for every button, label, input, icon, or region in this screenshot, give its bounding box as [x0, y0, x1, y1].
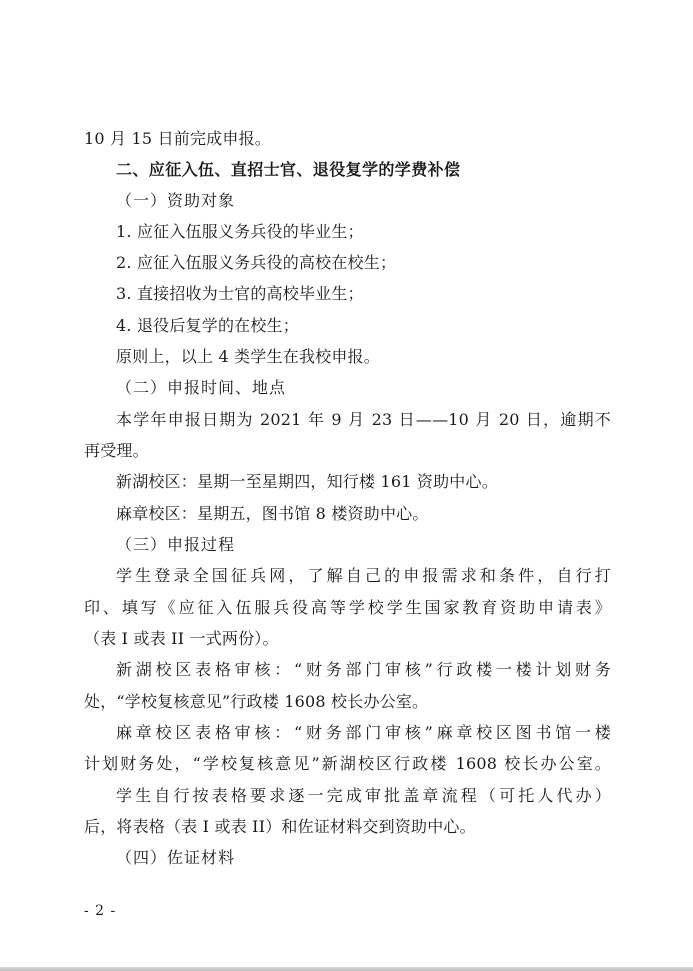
paragraph-line: 计划财务处，“学校复核意见”新湖校区行政楼 1608 校长办公室。 — [84, 754, 611, 773]
subsection-heading: （四）佐证材料 — [116, 848, 236, 867]
paragraph-line: 麻章校区表格审核：“财务部门审核”麻章校区图书馆一楼 — [116, 723, 611, 742]
list-item: 3. 直接招收为士官的高校毕业生； — [116, 284, 364, 303]
paragraph-line: 学生自行按表格要求逐一完成审批盖章流程（可托人代办） — [116, 786, 611, 805]
subsection-heading: （三）申报过程 — [116, 535, 236, 554]
paragraph-line: 后，将表格（表 I 或表 II）和佐证材料交到资助中心。 — [84, 817, 476, 836]
page-number: - 2 - — [84, 903, 117, 919]
page-bottom-edge — [0, 967, 693, 971]
paragraph-line: 再受理。 — [84, 441, 149, 460]
paragraph-line: 本学年申报日期为 2021 年 9 月 23 日——10 月 20 日，逾期不 — [116, 410, 611, 429]
section-heading: 二、应征入伍、直招士官、退役复学的学费补偿 — [116, 160, 461, 179]
paragraph-line: 新湖校区：星期一至星期四，知行楼 161 资助中心。 — [116, 472, 498, 491]
paragraph-line: 学生登录全国征兵网，了解自己的申报需求和条件，自行打 — [116, 566, 611, 585]
subsection-heading: （一）资助对象 — [116, 191, 236, 210]
list-item: 4. 退役后复学的在校生； — [116, 316, 299, 335]
paragraph-line: 新湖校区表格审核：“财务部门审核”行政楼一楼计划财务 — [116, 660, 611, 679]
paragraph-line: （表 I 或表 II 一式两份）。 — [84, 629, 279, 648]
subsection-heading: （二）申报时间、地点 — [116, 378, 287, 397]
paragraph-line: 10 月 15 日前完成申报。 — [84, 129, 271, 148]
list-item: 2. 应征入伍服义务兵役的高校在校生； — [116, 253, 397, 272]
paragraph-line: 印、填写《应征入伍服兵役高等学校学生国家教育资助申请表》 — [84, 598, 611, 617]
paragraph-line: 处，“学校复核意见”行政楼 1608 校长办公室。 — [84, 692, 429, 711]
paragraph-line: 原则上，以上 4 类学生在我校申报。 — [116, 347, 380, 366]
list-item: 1. 应征入伍服义务兵役的毕业生； — [116, 222, 364, 241]
paragraph-line: 麻章校区：星期五，图书馆 8 楼资助中心。 — [116, 504, 429, 523]
